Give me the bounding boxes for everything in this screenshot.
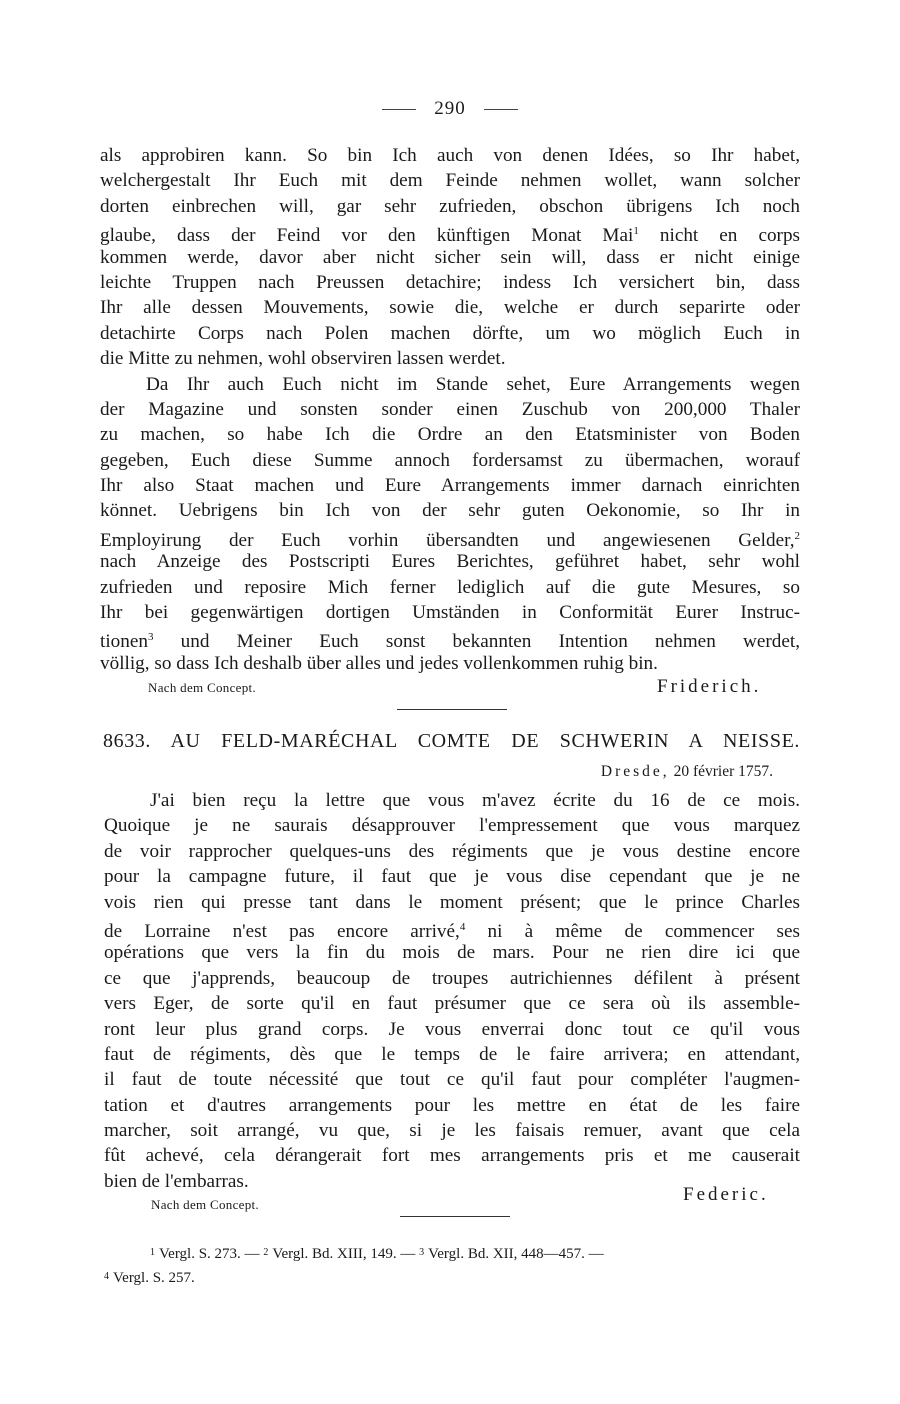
text-line: Ihr also Staat machen und Eure Arrangements immer darnach einrichten <box>100 475 800 497</box>
text-line: als approbiren kann. So bin Ich auch von denen Idées, so Ihr habet, <box>100 145 800 166</box>
text-line: detachirte Corps nach Polen machen dörfte, um wo möglich Euch in <box>100 322 800 344</box>
footnote-ref: 1 <box>633 225 639 238</box>
text-line <box>100 219 801 247</box>
section-divider <box>397 709 507 710</box>
text-segment: Employirung der Euch vorhin übersandten und angewiesenen Gelder, <box>100 529 795 551</box>
text-line: welchergestalt Ihr Euch mit dem Feinde nehmen wollet, wann solcher <box>100 170 800 192</box>
text-line <box>100 524 800 549</box>
footnote-text: Vergl. Bd. XIII, 149. — <box>272 1246 416 1262</box>
text-line: tation et d'autres arrangements pour les mettre en état de les faire <box>104 1094 800 1116</box>
french-letter-body <box>104 788 800 1194</box>
signature: Federic. <box>683 1184 769 1205</box>
text-segment: und Meiner Euch sonst bekannten Intention nehmen werdet, <box>180 631 800 653</box>
text-line: vers Eger, de sorte qu'il en faut présumer que ce sera où ils assemble- <box>104 993 800 1015</box>
text-line: pour la campagne future, il faut que je vous dise cependant que je ne <box>104 866 800 888</box>
footnote-ref: 3 <box>147 631 154 644</box>
text-line: leichte Truppen nach Preussen detachire; indess Ich versichert bin, dass <box>100 271 800 293</box>
text-line: dorten einbrechen will, gar sehr zufrieden, obschon übrigens Ich noch <box>100 195 800 217</box>
text-line: ront leur plus grand corps. Je vous enverrai donc tout ce qu'il vous <box>104 1018 800 1040</box>
text-line: Quoique je ne saurais désapprouver l'empressement que vous marquez <box>104 815 800 837</box>
text-line: die Mitte zu nehmen, wohl observiren lassen werdet. <box>100 348 506 370</box>
text-line: de voir rapprocher quelques-uns des régiments que je vous destine encore <box>104 840 800 862</box>
text-line: opérations que vers la fin du mois de mars. Pour ne rien dire ici que <box>104 942 800 964</box>
text-line: zufrieden und reposire Mich ferner lediglich auf die gute Mesures, so <box>100 576 800 598</box>
text-line: gegeben, Euch diese Summe annoch fordersamst zu übermachen, worauf <box>100 449 800 471</box>
text-line: marcher, soit arrangé, vu que, si je les faisais remuer, avant que cela <box>104 1120 800 1142</box>
text-segment: ni à même de commencer ses <box>487 920 800 942</box>
header-dash-right <box>484 109 518 110</box>
text-line: völlig, so dass Ich deshalb über alles und jedes vollenkommen ruhig bin. <box>100 652 658 674</box>
source-note: Nach dem Concept. <box>148 680 256 695</box>
source-note: Nach dem Concept. <box>151 1197 259 1212</box>
footnote-number: 4 <box>104 1271 109 1282</box>
footnote-number: 1 <box>150 1247 155 1258</box>
text-segment: glaube, dass der Feind vor den künftigen Monat Mai <box>100 225 634 247</box>
text-line: Ihr alle dessen Mouvements, sowie die, welche er durch separirte oder <box>100 297 800 319</box>
text-line: ce que j'apprends, beaucoup de troupes autrichiennes défilent à présent <box>104 967 800 989</box>
footnote-number: 3 <box>419 1247 425 1258</box>
page-number: 290 <box>434 98 466 119</box>
text-line: Ihr bei gegenwärtigen dortigen Umständen in Conformität Eurer Instruc- <box>100 602 800 624</box>
text-segment: tionen <box>100 631 148 653</box>
text-line: fût achevé, cela dérangerait fort mes arrangements pris et me causerait <box>104 1145 800 1167</box>
text-line: vois rien qui presse tant dans le moment présent; que le prince Charles <box>104 891 800 913</box>
text-line: kommen werde, davor aber nicht sicher sein will, dass er nicht einige <box>100 246 800 268</box>
section-divider <box>400 1216 510 1217</box>
footnote-ref: 2 <box>794 529 800 542</box>
letter-heading <box>103 730 800 753</box>
german-letter-body <box>100 143 800 676</box>
text-segment: nicht en corps <box>659 225 801 247</box>
signature: Friderich. <box>657 676 762 697</box>
letter-number: 8633. <box>103 730 151 752</box>
letter-title: AU FELD-MARÉCHAL COMTE DE SCHWERIN A NEISSE. <box>170 730 801 752</box>
text-line: faut de régiments, dès que le temps de le faire arrivera; en attendant, <box>104 1043 800 1065</box>
footnote-text: Vergl. Bd. XII, 448—457. — <box>428 1246 604 1262</box>
text-line: nach Anzeige des Postscripti Eures Berichtes, geführet habet, sehr wohl <box>100 551 800 573</box>
text-line: il faut de toute nécessité que tout ce qu'il faut pour compléter l'augmen- <box>104 1069 800 1091</box>
dateline-date: 20 février 1757. <box>673 763 773 780</box>
text-line: Da Ihr auch Euch nicht im Stande sehet, Eure Arrangements wegen <box>146 373 800 395</box>
header-dash-left <box>382 109 416 110</box>
text-line: zu machen, so habe Ich die Ordre an den Etatsminister von Boden <box>100 424 800 446</box>
text-line: könnet. Uebrigens bin Ich von der sehr guten Oekonomie, so Ihr in <box>100 500 800 522</box>
text-line <box>100 625 800 653</box>
footnote-text: Vergl. S. 257. <box>113 1270 195 1286</box>
dateline <box>601 763 773 781</box>
footnotes <box>100 1241 800 1289</box>
footnote-line <box>100 1265 800 1289</box>
footnote-number: 2 <box>263 1247 269 1258</box>
footnote-text: Vergl. S. 273. — <box>159 1246 260 1262</box>
text-line <box>104 915 800 940</box>
footnote-ref: 4 <box>459 920 466 933</box>
text-line: bien de l'embarras. <box>104 1170 249 1192</box>
dateline-place: Dresde, <box>600 763 670 780</box>
text-segment: de Lorraine n'est pas encore arrivé, <box>104 920 460 942</box>
text-line: der Magazine und sonsten sonder einen Zuschub von 200,000 Thaler <box>100 398 800 420</box>
text-line: J'ai bien reçu la lettre que vous m'avez écrite du 16 de ce mois. <box>150 790 800 811</box>
page-header <box>0 98 900 120</box>
footnote-line <box>100 1241 800 1265</box>
